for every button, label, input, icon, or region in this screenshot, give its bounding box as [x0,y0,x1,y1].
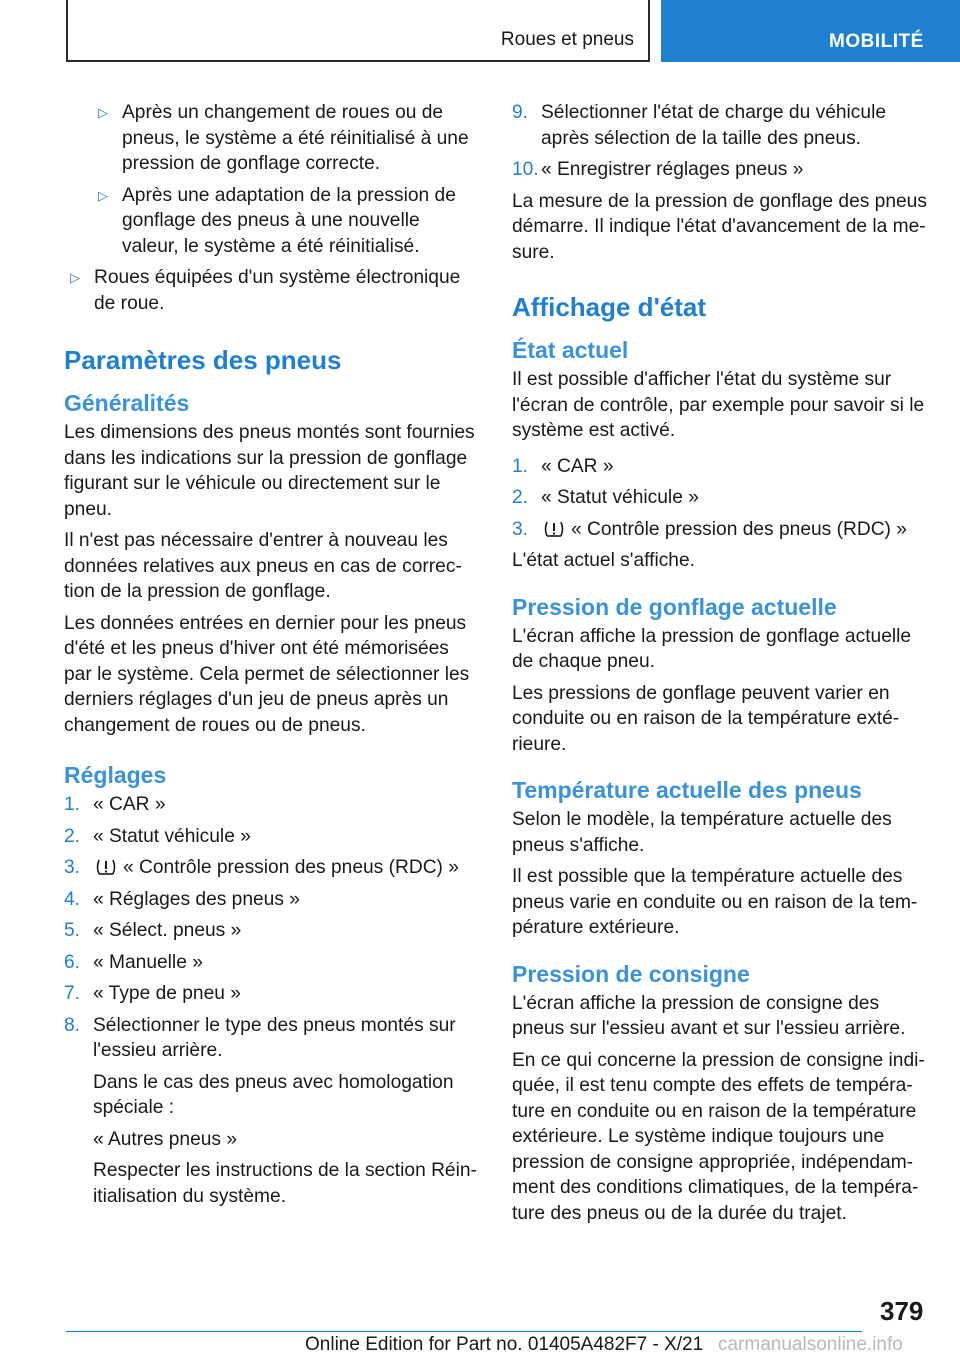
heading-temperature-actuelle: Température actuelle des pneus [512,777,862,803]
heading-generalites: Généralités [64,390,190,416]
bullet-list [64,265,480,316]
heading-reglages: Réglages [64,762,167,788]
sub-bullet-list [64,100,480,259]
list-item: 9. Sélectionner l'état de charge du véhicule après sélection de la taille des pneus. [512,102,887,149]
triangle-right-icon: ▷ [98,187,108,203]
steps-etat [512,454,928,543]
list-item: 2. « Statut véhicule » [512,487,699,508]
list-item: ▷ Après un changement de roues ou de pneus, le système a été réinitialisé à une pression de gonflage correcte. [98,102,469,174]
header-chapter-tab [661,0,960,62]
page-number: 379 [880,1296,924,1326]
footer-divider [66,1331,862,1332]
list-item: 10. « Enregistrer réglages pneus » [512,159,804,180]
paragraph: Il n'est pas nécessaire d'entrer à nouveau les données relatives aux pneus en cas de correc-tion de la pression de gonflage. [64,530,462,602]
footer-watermark: carmanualsonline.info [718,1334,903,1355]
left-column [64,100,480,1215]
heading-affichage-etat: Affichage d'état [512,292,706,322]
list-item: 3. « Contrôle pression des pneus (RDC) » [64,857,459,878]
step-continuation: Dans le cas des pneus avec homologation spéciale : [93,1071,454,1118]
list-item: ▷ Roues équipées d'un système électronique de roue. [70,267,461,314]
list-item: 1. « CAR » [64,794,166,815]
list-item: 5. « Sélect. pneus » [64,920,242,941]
list-item: ▷ Après une adaptation de la pression de gonflage des pneus à une nouvelle valeur, le système a été réinitialisé. [98,184,456,257]
tire-pressure-warning-icon [543,520,565,538]
list-item: 1. « CAR » [512,455,614,477]
paragraph: En ce qui concerne la pression de consigne indi-quée, il est tenu compte des effets de tempéra-ture en conduite ou en raison de la température extérieure. Le système indique toujours une pression de consigne appropriée, indépendam-ment des conditions climatiques, de la tempéra-ture des pneus ou de la durée du trajet. [512,1049,925,1224]
paragraph: L'état actuel s'affiche. [512,550,695,571]
list-item: 3. « Contrôle pression des pneus (RDC) » [512,518,907,540]
list-item: 7. « Type de pneu » [64,983,241,1004]
header-section-title: Roues et pneus [500,29,634,50]
paragraph: Il est possible d'afficher l'état du système sur l'écran de contrôle, par exemple pour savoir si le système est activé. [512,369,925,441]
list-item: 8. Sélectionner le type des pneus montés sur l'essieu arrière. Dans le cas des pneus avec homologation spéciale : « Autres pneus » Respecter les instructions de la section Réin-itialisation du système. [64,1013,480,1210]
header-chapter-title: MOBILITÉ [829,31,924,52]
tire-pressure-warning-icon [95,858,117,876]
steps-reglages [64,792,480,1209]
paragraph: Selon le modèle, la température actuelle des pneus s'affiche. [512,809,892,856]
heading-etat-actuel: État actuel [512,337,629,363]
step-continuation: « Autres pneus » [93,1128,238,1150]
paragraph: Il est possible que la température actuelle des pneus varie en conduite ou en raison de la tem-pérature extérieure. [512,866,918,938]
list-item: 4. « Réglages des pneus » [64,888,300,910]
paragraph: Les données entrées en dernier pour les pneus d'été et les pneus d'hiver ont été mémorisées par le système. Cela permet de sélectionner les derniers réglages d'un jeu de pneus après un changement de roues ou de pneus. [64,612,470,736]
triangle-right-icon: ▷ [70,270,80,285]
heading-pression-consigne: Pression de consigne [512,960,750,987]
paragraph: Les pressions de gonflage peuvent varier en conduite ou en raison de la température exté-rieure. [512,682,900,755]
triangle-right-icon: ▷ [98,105,108,120]
footer-edition-text: Online Edition for Part no. 01405A482F7 - X/21 [305,1334,704,1355]
paragraph: L'écran affiche la pression de gonflage actuelle de chaque pneu. [512,625,912,672]
steps-continued [512,100,928,183]
right-column [512,100,928,1232]
header-section-box [66,0,650,62]
heading-pression-actuelle: Pression de gonflage actuelle [512,593,837,620]
paragraph: Les dimensions des pneus montés sont fournies dans les indications sur la pression de gonflage figurant sur le véhicule ou directement sur le pneu. [64,422,475,520]
paragraph: La mesure de la pression de gonflage des pneus démarre. Il indique l'état d'avancement de la me-sure. [512,190,927,263]
step-continuation: Respecter les instructions de la section Réin-itialisation du système. [93,1160,477,1207]
list-item: 6. « Manuelle » [64,951,203,973]
paragraph: L'écran affiche la pression de consigne des pneus sur l'essieu avant et sur l'essieu arrière. [512,992,906,1039]
heading-parametres-pneus: Paramètres des pneus [64,345,342,375]
list-item: 2. « Statut véhicule » [64,825,251,847]
